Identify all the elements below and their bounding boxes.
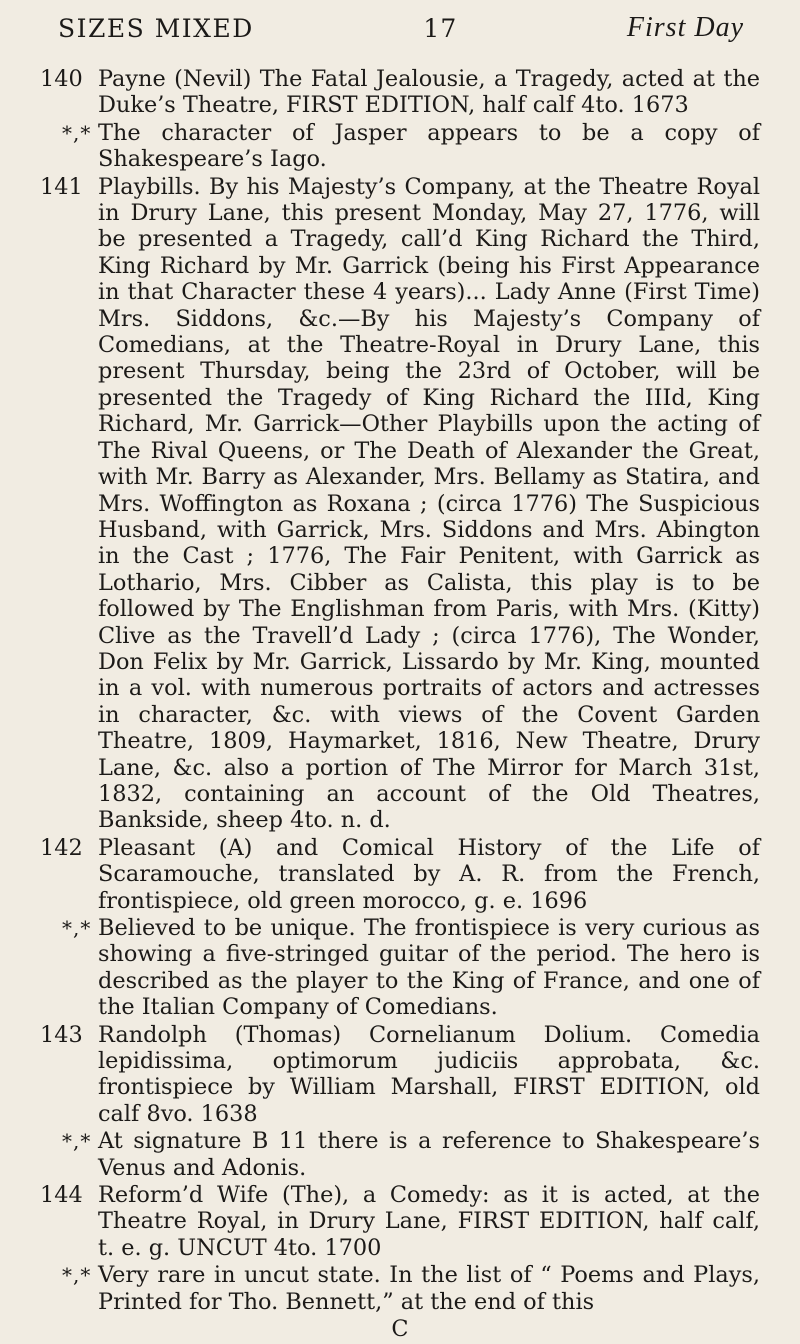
lot-note-text: Believed to be unique. The frontispiece is very curious as showing a five-stringed guitar of the period. The hero is described as the player to the King of France, and one of the Italian Company of Comedians. (98, 915, 760, 1021)
running-header (58, 8, 744, 48)
note-marker: *,* (62, 1129, 92, 1154)
lot-description: Randolph (Thomas) Cornelianum Dolium. Comedia lepidissima, optimorum judiciis approbata, &c. frontispiece by William Marshall, FIRST EDITION, old calf 8vo. 1638 (98, 1021, 760, 1127)
catalogue-body (40, 66, 760, 1344)
header-sale-day: First Day (626, 12, 744, 43)
lot-description: Payne (Nevil) The Fatal Jealousie, a Tragedy, acted at the Duke’s Theatre, FIRST EDITION, half calf 4to. 1673 (98, 66, 760, 119)
lot-note (40, 1262, 760, 1315)
signature-mark: C (391, 1316, 409, 1343)
lot-number: 140 (40, 66, 83, 92)
lot-note (40, 120, 760, 173)
lot-note-text: Very rare in uncut state. In the list of “ Poems and Plays, Printed for Tho. Bennett,” at the end of this (98, 1262, 760, 1315)
lot-note-text: At signature B 11 there is a reference to Shakespeare’s Venus and Adonis. (98, 1128, 760, 1181)
note-marker: *,* (62, 120, 92, 145)
lot-number: 143 (40, 1021, 83, 1048)
lot-description: Pleasant (A) and Comical History of the Life of Scaramouche, translated by A. R. from the French, frontispiece, old green morocco, g. e. 1696 (98, 834, 760, 914)
lot-entry (40, 1022, 760, 1128)
header-section-title: SIZES MIXED (58, 13, 254, 43)
lot-number: 142 (40, 834, 83, 861)
page-number: 17 (423, 13, 458, 43)
lot-entry (40, 835, 760, 914)
lot-entry (40, 1182, 760, 1261)
lot-note (40, 915, 760, 1021)
lot-note (40, 1128, 760, 1181)
note-marker: *,* (62, 1263, 92, 1288)
lot-number: 144 (40, 1182, 83, 1209)
lot-description: Reform’d Wife (The), a Comedy: as it is acted, at the Theatre Royal, in Drury Lane, FIRST EDITION, half calf, t. e. g. UNCUT 4to. 1700 (98, 1182, 760, 1261)
note-marker: *,* (62, 916, 92, 940)
lot-description: Playbills. By his Majesty’s Company, at the Theatre Royal in Drury Lane, this present Monday, May 27, 1776, will be presented a Tragedy, call’d King Richard the Third, King Richard by Mr. Garrick (being his First Appearance in that Character these 4 years)... Lady Anne (First Time) Mrs. Siddons, &c.—By his Majesty’s Company of Comedians, at the Theatre-Royal in Drury Lane, this present Thursday, being the 23rd of October, will be presented the Tragedy of King Richard the IIId, King Richard, Mr. Garrick—Other Playbills upon the acting of The Rival Queens, or The Death of Alexander the Great, with Mr. Barry as Alexander, Mrs. Bellamy as Statira, and Mrs. Woffington as Roxana ; (circa 1776) The Suspicious Husband, with Garrick, Mrs. Siddons and Mrs. Abington in the Cast ; 1776, The Fair Penitent, with Garrick as Lothario, Mrs. Cibber as Calista, this play is to be followed by The Englishman from Paris, with Mrs. (Kitty) Clive as the Travell’d Lady ; (circa 1776), The Wonder, Don Felix by Mr. Garrick, Lissardo by Mr. King, mounted in a vol. with numerous portraits of actors and actresses in character, &c. with views of the Covent Garden Theatre, 1809, Haymarket, 1816, New Theatre, Drury Lane, &c. also a portion of The Mirror for March 31st, 1832, containing an account of the Old Theatres, Bankside, sheep 4to. n. d. (98, 173, 760, 834)
lot-entry (40, 174, 760, 834)
lot-number: 141 (40, 173, 83, 200)
lot-entry (40, 66, 760, 119)
lot-note-text: The character of Jasper appears to be a copy of Shakespeare’s Iago. (98, 119, 760, 173)
